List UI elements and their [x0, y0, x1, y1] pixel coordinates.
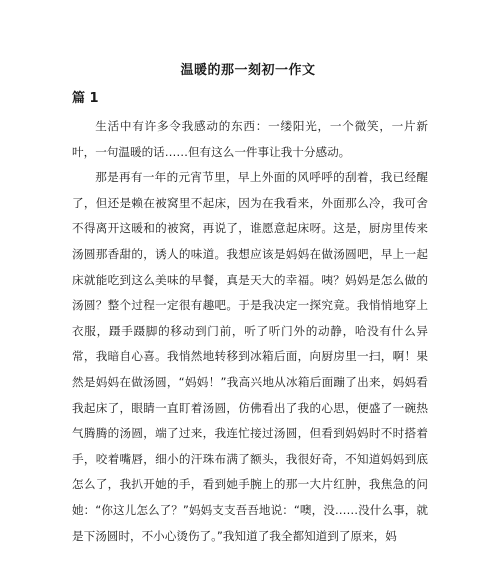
- section-heading: 篇 1: [72, 91, 99, 106]
- paragraph-story: 那是再有一年的元宵节里，早上外面的风呼呼的刮着，我已经醒了，但还是赖在被窝里不起床，因为在我看来，外面那么冷，我可舍不得离开这暖和的被窝，再说了，谁愿意起床呀。这是，厨房里传来汤圆那香甜的，诱人的味道。我想应该是妈妈在做汤圆吧，早上一起床就能吃到这么美味的早餐，真是天大的幸福。咦？妈妈是怎么做的汤圆？整个过程一定很有趣吧。于是我决定一探究竟。我悄悄地穿上衣服，蹑手蹑脚的移动到门前，听了听门外的动静，哈没有什么异常，我暗自心喜。我悄然地转移到冰箱后面，向厨房里一扫，啊！果然是妈妈在做汤圆，“妈妈！”我高兴地从冰箱后面蹦了出来，妈妈看我起床了，眼睛一直盯着汤圆，仿佛看出了我的心思，便盛了一碗热气腾腾的汤圆，端了过来，我连忙接过汤圆，但看到妈妈时不时搭着手，咬着嘴唇，细小的汗珠布满了额头，我很好奇，不知道妈妈到底怎么了，我扒开她的手，看到她手腕上的那一大片红肿，我焦急的问她：“你这儿怎么了？”妈妈支支吾吾地说：“噢，没……没什么事，就是下汤圆时，不小心烫伤了。”我知道了我全都知道到了原来，妈: [72, 170, 428, 543]
- document-body: [72, 114, 428, 549]
- document-title: 温暖的那一刻初一作文: [180, 63, 316, 78]
- paragraph-intro: 生活中有许多令我感动的东西：一缕阳光，一个微笑，一片新叶，一句温暖的话……但有这么一件事让我十分感动。: [72, 119, 428, 159]
